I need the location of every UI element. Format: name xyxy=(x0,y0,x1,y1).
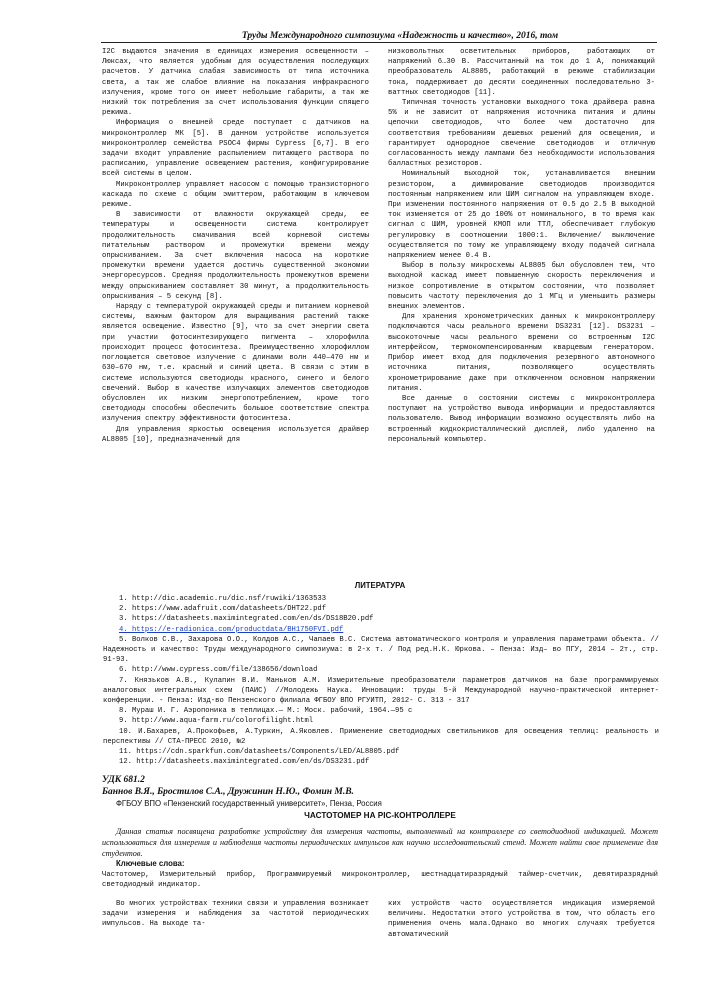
reference-item: 6. http://www.cypress.com/file/138656/download xyxy=(119,666,318,675)
paragraph: Типичная точность установки выходного тока драйвера равна 5% и не зависит от напряжения источника питания и длины цепочки светодиодов, что более чем достаточно для соответствия требованиям дешевых решений для освещения, и гарантирует однородное свечение светодиодов и отличную согласованность между лампами без необходимости использования балластных резисторов. xyxy=(388,99,655,169)
paragraph: Все данные о состоянии системы с микроконтроллера поступают на устройство вывода информации и предоставляются пользователю. Вывод информации возможно осуществлять либо на встроенный жидкокристаллический дисплей, либо удаленно на персональный компьютер. xyxy=(388,394,655,444)
keywords-text: Частотомер, Измерительный прибор, Программируемый микроконтроллер, шестнадцатиразрядный таймер-счетчик, девятиразрядный светодиодный индикатор. xyxy=(102,871,658,890)
udc-code: УДК 681.2 xyxy=(102,775,145,785)
reference-item: 11. https://cdn.sparkfun.com/datasheets/Components/LED/AL8805.pdf xyxy=(119,748,400,757)
paragraph: Для управления яркостью освещения используется драйвер AL8805 [10], предназначенный для xyxy=(102,425,369,444)
paragraph: Во многих устройствах техники связи и управления возникает задачи измерения и наблюдения за частотой периодических импульсов. На выходе та- xyxy=(102,900,369,929)
right-column xyxy=(388,47,655,445)
paragraph: Для хранения хронометрических данных к микроконтроллеру подключаются часы реального времени DS3231 [12]. DS3231 – высокоточные часы реального времени со встроенным I2C интерфейсом, термокомпенсированным кварцевым генератором. Прибор имеет вход для подключения резервного автономного источника питания, позволяющего осуществлять хронометрирование даже при отключенном основном напряжении питания. xyxy=(388,313,655,393)
paragraph: I2C выдаются значения в единицах измерения освещенности – Люксах, что является удобным для осуществления последующих расчетов. У датчика слабая зависимость от типа источника света, а так же слабое влияние на показания инфракрасного излучения, кроме того он имеет небольшие габариты, а так же низкий ток потребления за счет использования функции спящего режима. xyxy=(102,48,369,118)
reference-item: 10. И.Бахарев, А.Прокофьев, А.Туркин, А.Яковлев. Применение светодиодных светильников для освещения теплиц: реальность и перспективы // СТА-ПРЕСС 2010, №2 xyxy=(103,727,659,746)
article-abstract: Данная статья посвящена разработке устройству для измерения частоты, выполненный на контроллере со светодиодной индикацией. Может использоваться для измерения и наблюдения частоты периодических импульсов как научно исследовательский стенд. Может найти свое применение для студентов. xyxy=(102,827,658,858)
reference-item: 8. Мураш И. Г. Аэропоника в теплицах.— М.: Моск. рабочий, 1964.—95 с xyxy=(119,707,413,716)
running-head-title: Труды Международного симпозиума «Надежность и качество», 2016, том xyxy=(241,31,559,41)
paragraph: низковольтных осветительных приборов, работающих от напряжений 6…30 В. Рассчитанный на ток до 1 А, понижающий преобразователь AL8805, работающий в режиме стабилизации тока, поддерживает до десяти соединенных последовательно 3-ваттных светодиодов [11]. xyxy=(388,48,655,97)
article-body-left xyxy=(102,899,369,930)
references-heading: ЛИТЕРАТУРА xyxy=(354,581,406,590)
reference-item: 2. https://www.adafruit.com/datasheets/DHT22.pdf xyxy=(119,605,327,614)
left-column xyxy=(102,47,369,445)
reference-link[interactable]: 4. https://e-radionica.com/productdata/BH1750FVI.pdf xyxy=(119,625,344,634)
article-title: ЧАСТОТОМЕР НА PIC-КОНТРОЛЛЕРЕ xyxy=(304,811,456,820)
paragraph: Номинальный выходной ток, устанавливается внешним резистором, а диммирование светодиодов производится постоянным напряжением или ШИМ сигналом на управляющем входе. При изменении постоянного напряжения от 0.5 до 2.5 В выходной ток изменяется от 25 до 100% от номинального, в то время как сигнал с ШИМ, уровней КМОП или ТТЛ, обеспечивает глубокую регулировку в соотношении 1000:1. Включение/ выключение осуществляется по тому же управляющему входу подачей сигнала напряжением менее 0.4 В. xyxy=(388,170,655,261)
references-list xyxy=(103,594,659,767)
article-body-right xyxy=(388,899,655,940)
reference-item: 5. Волков С.В., Захарова О.О., Колдов А.С., Чапаев В.С. Система автоматического контроля и управления параметрами объекта. // Надежность и качество: Труды международного симпозиума: в 2-х т. / Под ред.Н.К. Юркова. – Пенза: Изд– во ПГУ, 2014 – 2т., стр. 91-93. xyxy=(103,635,659,665)
reference-item: 7. Князьков А.В., Кулапин В.И. Маньков А.М. Измерительные преобразователи параметров датчиков на базе программируемых аналоговых интегральных схем (ПАИС) //Молодежь Наука. Инновации: труды 5-й Международной научно-практической интернет-конференции. - Пенза: Изд-во Пензенского филиала ФГБОУ ВПО РГУИТП, 2012- С. 313 - 317 xyxy=(103,676,659,706)
reference-item: 1. http://dic.academic.ru/dic.nsf/ruwiki/1363533 xyxy=(119,595,327,603)
paragraph: Информация о внешней среде поступает с датчиков на микроконтроллер МК [5]. В данном устройстве используется микроконтроллер семейства PSOC4 фирмы Cypress [6,7]. В его задачи входит управление распылением питающего раствора по расписанию, управление освещением растения, конфигурирование всей системы в целом. xyxy=(102,119,369,179)
paragraph: Выбор в пользу микросхемы AL8805 был обусловлен тем, что выходной каскад имеет повышенную скорость переключения и низкое сопротивление в открытом состоянии, что позволяет повысить частоту переключения до 1 МГц и уменьшить размеры внешних элементов. xyxy=(388,262,655,312)
reference-item: 12. http://datasheets.maximintegrated.com/en/ds/DS3231.pdf xyxy=(119,758,370,767)
keywords-heading: Ключевые слова: xyxy=(116,859,185,868)
paragraph: Микроконтроллер управляет насосом с помощью транзисторного каскада по схеме с общим эмиттером, работающим в ключевом режиме. xyxy=(102,180,369,210)
reference-item-link[interactable] xyxy=(103,625,659,635)
article-affiliation: ФГБОУ ВПО «Пензенский государственный университет», Пенза, Россия xyxy=(116,799,382,808)
paragraph: ких устройств часто осуществляется индикация измеряемой величины. Недостатки этого устройства в том, что область его применения очень мала.Однако во многих случаях требуется автоматический xyxy=(388,900,655,939)
paragraph: Наряду с температурой окружающей среды и питанием корневой системы, важным фактором для выращивания растений также является освещение. Известно [9], что за счет энергии света при участии фотосинтезирующего пигмента – хлорофилла происходит процесс фотосинтеза. Преимущественно хлорофиллом поглощается световое излучение с длинами волн 440–470 нм и 630–670 нм, т.е. красный и синий цвета. В связи с этим в системе используются светодиоды красного, синего и белого свечений. Выбор в качестве излучающих элементов светодиодов обусловлен их низким энергопотреблением, кроме того светодиоды способны обеспечить большое соответствие спектра излучения спектру эффективности фотосинтеза. xyxy=(102,303,369,424)
reference-item: 9. http://www.aqua-farm.ru/colorofilight.html xyxy=(119,717,314,726)
paragraph: В зависимости от влажности окружающей среды, ее температуры и освещенности система контролирует продолжительность смачивания всей корневой системы питательным раствором и промежутки времени между опрыскиванием. За счет включения насоса на короткие промежутки времени удается достичь существенной экономии энергоресурсов. Средняя продолжительность промежутков времени между опрыскиванием составляет 30 минут, а продолжительность опрыскивания – 5 секунд [8]. xyxy=(102,211,369,301)
header-rule xyxy=(101,42,657,43)
reference-item: 3. https://datasheets.maximintegrated.com/en/ds/DS18B20.pdf xyxy=(119,615,374,624)
article-authors: Баннов В.Я., Бростилов С.А., Дружинин Н.Ю., Фомин М.В. xyxy=(102,787,354,797)
